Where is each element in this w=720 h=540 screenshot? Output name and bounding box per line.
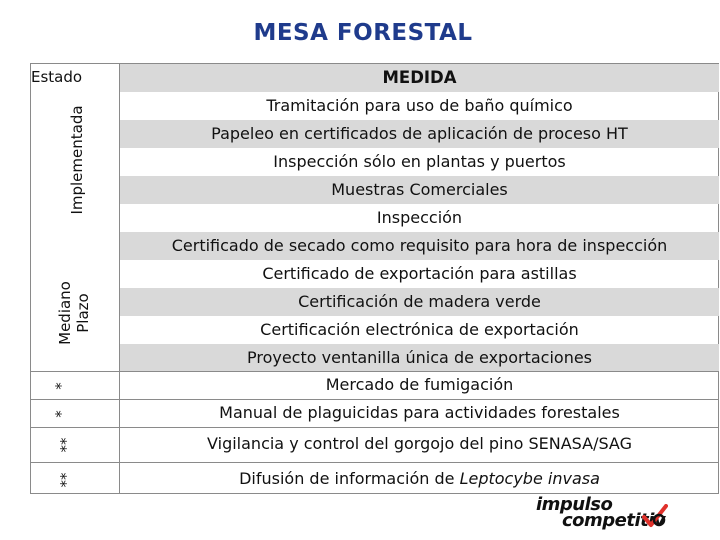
table-row: Papeleo en certificados de aplicación de proceso HT (211, 124, 628, 143)
last-row-species: Leptocybe invasa (459, 469, 600, 488)
row-divider (31, 427, 719, 428)
group-mediano-line2: Plazo (74, 293, 92, 333)
table-row: Certificación de madera verde (298, 292, 541, 311)
page-title: MESA FORESTAL (253, 20, 473, 46)
table-row: Tramitación para uso de baño químico (266, 96, 573, 115)
table-row: Mercado de fumigación (325, 375, 514, 394)
estado-header: Estado (31, 68, 83, 86)
table-row: Manual de plaguicidas para actividades forestales (219, 403, 620, 422)
table-row: Certificación electrónica de exportación (260, 320, 579, 339)
logo-line2: competitiv (562, 510, 666, 531)
group-implementada: Implementada (68, 105, 86, 215)
row-divider (31, 462, 719, 463)
impulso-competitivo-logo (532, 494, 672, 532)
table-row: Muestras Comerciales (331, 180, 508, 199)
table-row: Vigilancia y control del gorgojo del pino SENASA/SAG (207, 434, 632, 453)
table-row: Certificado de exportación para astillas (262, 264, 577, 283)
status-double-star: ** (57, 437, 75, 453)
group-mediano-plazo (56, 267, 92, 359)
last-row-prefix: Difusión de información de (239, 469, 460, 488)
table-row-last (120, 465, 719, 493)
group-mediano-line1: Mediano (56, 281, 74, 345)
logo-line1: impulso (536, 494, 613, 515)
table-row: Inspección (376, 208, 463, 227)
checkmark-icon (642, 504, 668, 528)
status-star: * (52, 382, 70, 390)
table-row: Inspección sólo en plantas y puertos (273, 152, 566, 171)
status-double-star: ** (57, 472, 75, 488)
status-star: * (52, 410, 70, 418)
table-row: Proyecto ventanilla única de exportaciones (246, 348, 593, 367)
medida-header: MEDIDA (382, 68, 457, 87)
table-row: Certificado de secado como requisito para hora de inspección (171, 236, 668, 255)
measures-table (30, 63, 719, 494)
